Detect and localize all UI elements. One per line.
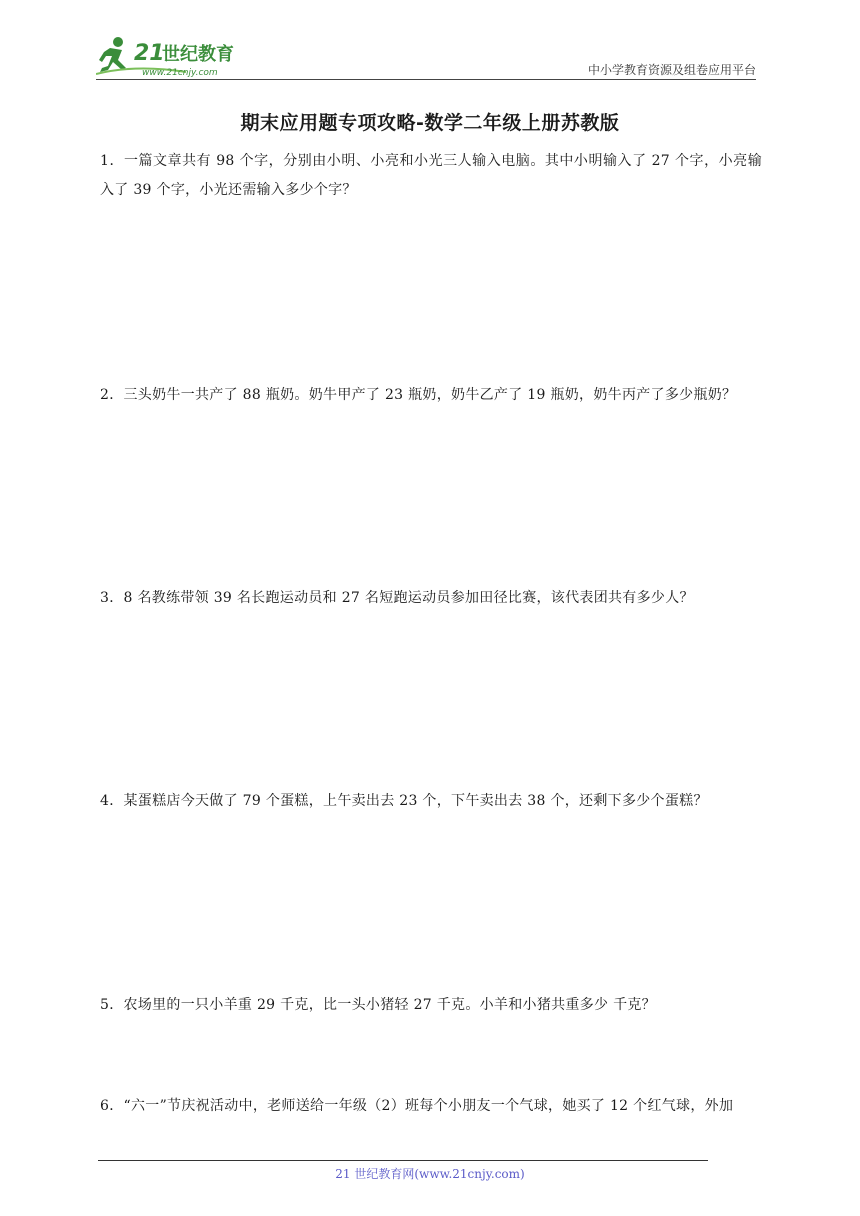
svg-text:www.21cnjy.com: www.21cnjy.com [142, 68, 218, 78]
question-2: 2．三头奶牛一共产了 88 瓶奶。奶牛甲产了 23 瓶奶，奶牛乙产了 19 瓶奶，奶牛丙产了多少瓶奶？ [100, 387, 737, 403]
platform-slogan: 中小学教育资源及组卷应用平台 [587, 63, 756, 77]
question-4: 4．某蛋糕店今天做了 79 个蛋糕，上午卖出去 23 个，下午卖出去 38 个，还剩下多少个蛋糕？ [100, 793, 708, 809]
svg-text:世纪教育: 世纪教育 [162, 44, 234, 65]
page-title: 期末应用题专项攻略-数学二年级上册苏教版 [240, 112, 620, 134]
footer-link[interactable]: 21 世纪教育网(www.21cnjy.com) [335, 1167, 525, 1181]
question-5: 5．农场里的一只小羊重 29 千克，比一头小猪轻 27 千克。小羊和小猪共重多少 千克？ [100, 997, 656, 1013]
footer-divider [98, 1160, 708, 1161]
runner-logo-icon [96, 34, 266, 78]
logo [96, 34, 266, 78]
header-divider [96, 79, 756, 80]
question-3: 3．8 名教练带领 39 名长跑运动员和 27 名短跑运动员参加田径比赛，该代表团共有多少人？ [100, 590, 694, 606]
question-1: 1．一篇文章共有 98 个字，分别由小明、小亮和小光三人输入电脑。其中小明输入了 27 个字，小亮输入了 39 个字，小光还需输入多少个字？ [100, 153, 762, 198]
svg-text:21: 21 [134, 41, 165, 66]
question-6: 6．“六一”节庆祝活动中，老师送给一年级（2）班每个小朋友一个气球，她买了 12 个红气球，外加 [100, 1098, 734, 1114]
